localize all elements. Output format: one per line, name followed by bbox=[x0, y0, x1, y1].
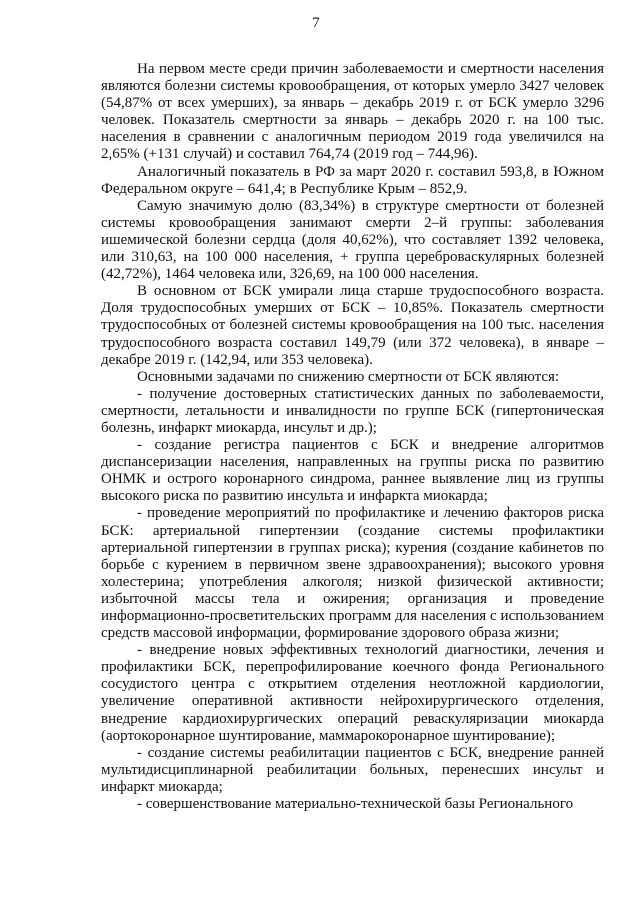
page-number: 7 bbox=[312, 15, 320, 31]
paragraph-tasks-intro: Основными задачами по снижению смертности от БСК являются: bbox=[137, 368, 560, 385]
paragraph-leading-causes: На первом месте среди причин заболеваемости и смертности населения являются болезни системы кровообращения, от которых умерло 3427 человек (54,87% от всех умерших), за январь – декабрь 2019 г. от БСК умерло 3296 человек. Показатель смертности за январь – декабрь 2020 г. на 100 тыс. населения в сравнении с аналогичным периодом 2019 года увеличился на 2,65% (+131 случай) и составил 764,74 (2019 год – 744,96). bbox=[101, 61, 604, 163]
list-item-statistics: - получение достоверных статистических данных по заболеваемости, смертности, летальности и инвалидности по группе БСК (гипертоническая болезнь, инфаркт миокарда, инсульт и др.); bbox=[101, 385, 604, 436]
list-item-registry: - создание регистра пациентов с БСК и внедрение алгоритмов диспансеризации населения, направленных на группы риска по развитию ОНМК и острого коронарного синдрома, раннее выявление лиц из группы высокого риска по развитию инсульта и инфаркта миокарда; bbox=[101, 437, 604, 505]
paragraph-working-age: В основном от БСК умирали лица старше трудоспособного возраста. Доля трудоспособных умерших от БСК – 10,85%. Показатель смертности трудоспособных от болезней системы кровообращения на 100 тыс. населения трудоспособного возраста составил 149,79 (или 372 человека), в январе – декабре 2019 г. (142,94, или 353 человека). bbox=[101, 283, 604, 368]
list-item-prevention: - проведение мероприятий по профилактике и лечению факторов риска БСК: артериальной гипертензии (создание системы профилактики артериальной гипертензии в группах риска); курения (создание кабинетов по борьбе с курением в первичном звене здравоохранения); высокого уровня холестерина; употребления алкоголя; низкой физической активности; избыточной массы тела и ожирения; организация и проведение информационно-просветительских программ для населения с использованием средств массовой информации, формирование здорового образа жизни; bbox=[101, 505, 604, 642]
list-item-rehabilitation: - создание системы реабилитации пациентов с БСК, внедрение ранней мультидисциплинарной реабилитации больных, перенесших инсульт и инфаркт миокарда; bbox=[101, 744, 604, 795]
list-item-technologies: - внедрение новых эффективных технологий диагностики, лечения и профилактики БСК, перепрофилирование коечного фонда Регионального сосудистого центра с открытием отделения неотложной кардиологии, увеличение оперативной активности нейрохирургического отделения, внедрение кардиохирургических операций реваскуляризации миокарда (аортокоронарное шунтирование, маммарокоронарное шунтирование); bbox=[101, 642, 604, 744]
list-item-material-base: - совершенствование материально-технической базы Регионального bbox=[137, 796, 574, 813]
paragraph-rf-comparison: Аналогичный показатель в РФ за март 2020 г. составил 593,8, в Южном Федеральном округе – 641,4; в Республике Крым – 852,9. bbox=[101, 163, 604, 197]
paragraph-structure-share: Самую значимую долю (83,34%) в структуре смертности от болезней системы кровообращения занимают смерти 2–й группы: заболевания ишемической болезни сердца (доля 40,62%), что составляет 1392 человека, или 310,63, на 100 000 населения, + группа цереброваскулярных болезней (42,72%), 1464 человека или, 326,69, на 100 000 населения. bbox=[101, 197, 604, 283]
document-body bbox=[101, 61, 604, 813]
